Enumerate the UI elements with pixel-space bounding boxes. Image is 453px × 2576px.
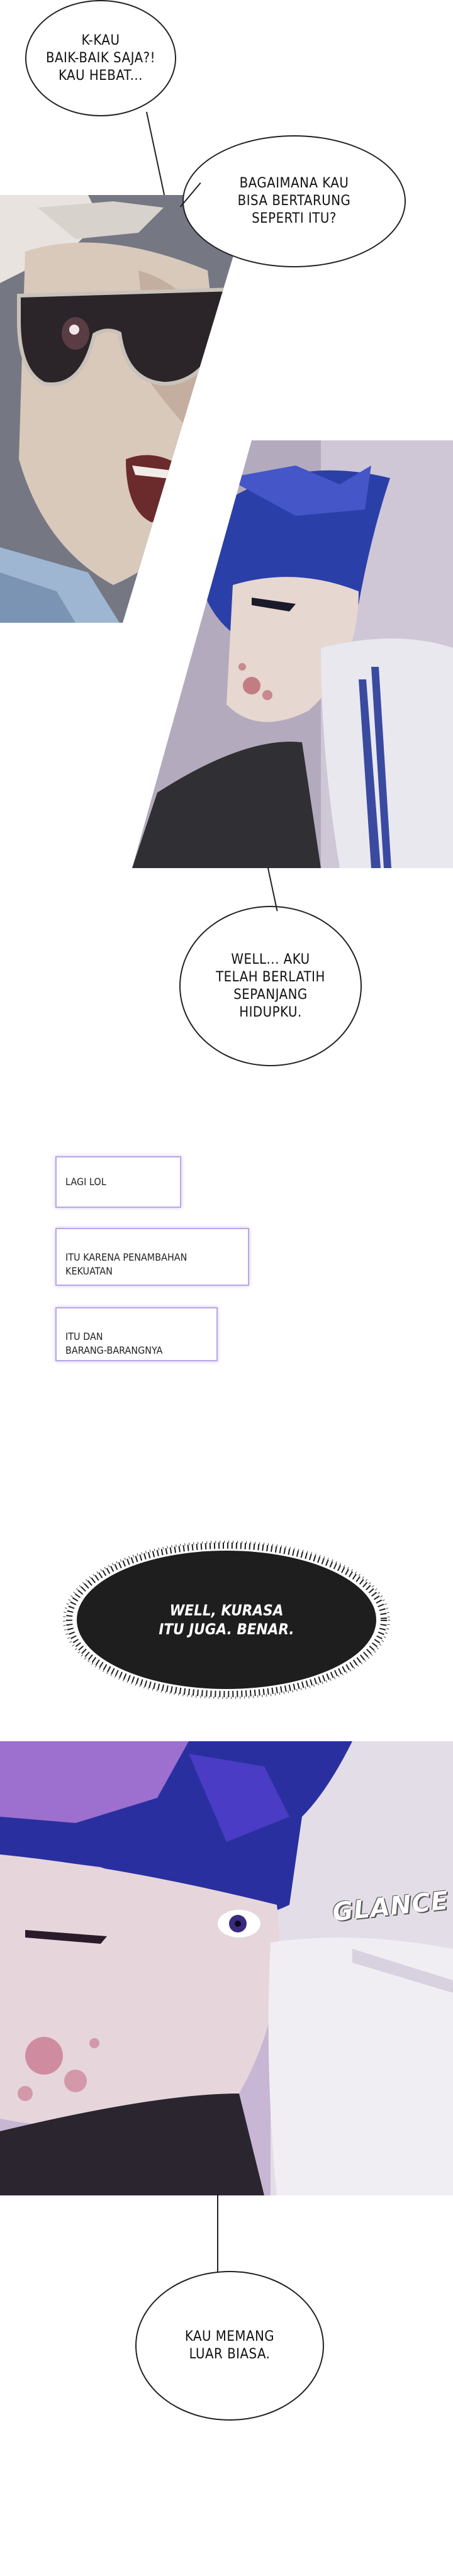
narration-text: ITU KARENA PENAMBAHAN KEKUATAN bbox=[65, 1251, 187, 1277]
speech-bubble-kau-hebat bbox=[25, 0, 176, 116]
narration-text: ITU DAN BARANG-BARANGNYA bbox=[65, 1330, 163, 1356]
speech-bubble-bagaimana bbox=[182, 135, 406, 267]
narration-box-lagi-lol bbox=[55, 1156, 181, 1208]
speech-bubble-luar-biasa bbox=[135, 2271, 324, 2421]
illustration-blue-hair-man bbox=[132, 440, 453, 868]
illustration-glance-closeup bbox=[0, 1741, 453, 2195]
speech-text: KAU MEMANG LUAR BIASA. bbox=[184, 2329, 275, 2362]
narration-text: LAGI LOL bbox=[65, 1176, 106, 1188]
narration-box-barang bbox=[55, 1307, 218, 1361]
narration-box-penambahan bbox=[55, 1228, 249, 1286]
speech-tail bbox=[146, 112, 165, 198]
panel-glance-closeup bbox=[0, 1741, 453, 2195]
thought-bubble-well-kurasa bbox=[88, 1573, 365, 1667]
speech-bubble-well-aku bbox=[179, 906, 362, 1066]
speech-tail bbox=[267, 868, 278, 912]
sfx-glance: GLANCE bbox=[331, 1886, 450, 1927]
speech-tail bbox=[217, 2194, 218, 2277]
thought-text: WELL, KURASA ITU JUGA. BENAR. bbox=[159, 1602, 294, 1638]
panel-sunglasses-man bbox=[0, 195, 252, 623]
speech-text: K-KAU BAIK-BAIK SAJA?! KAU HEBAT... bbox=[45, 32, 156, 84]
speech-text: BAGAIMANA KAU BISA BERTARUNG SEPERTI ITU? bbox=[237, 176, 351, 226]
speech-text: WELL... AKU TELAH BERLATIH SEPANJANG HIDUPKU. bbox=[216, 951, 325, 1020]
panel-blue-hair-man bbox=[132, 440, 453, 868]
illustration-sunglasses-man bbox=[0, 195, 252, 623]
